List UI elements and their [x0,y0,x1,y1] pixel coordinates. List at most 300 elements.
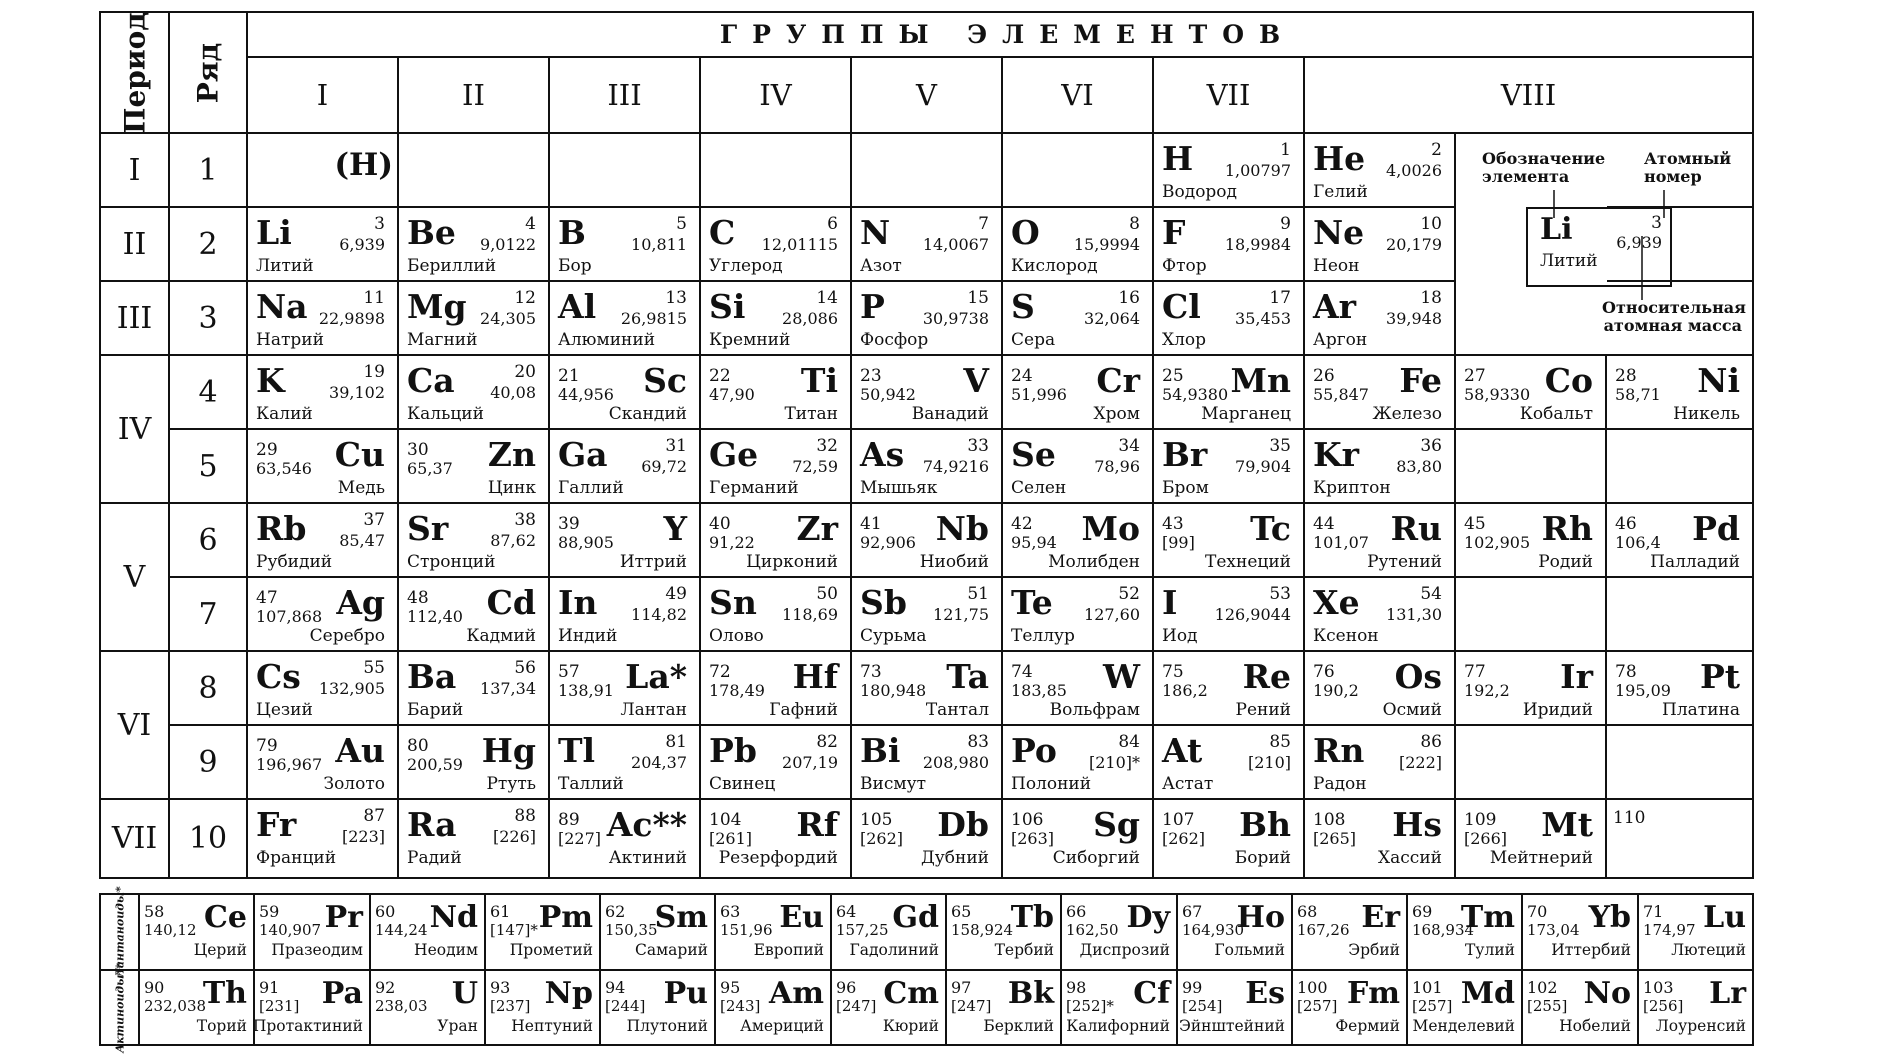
element-pb [701,726,852,800]
atomic-number: 58 [144,902,165,921]
atomic-mass: 127,60 [1084,605,1140,624]
atomic-number: 93 [490,978,511,997]
atomic-mass: 167,26 [1297,921,1350,939]
period-label: V [123,559,146,595]
atomic-number: 81 [665,732,687,752]
element-ga [550,430,701,504]
element-110-cell [1607,800,1754,879]
atomic-number: 106 [1011,810,1044,830]
element-symbol: Cr [1096,361,1140,400]
element-symbol: Rb [256,509,307,548]
element-name: Платина [1662,700,1740,720]
element-symbol: Ho [1236,900,1285,935]
element-name: Самарий [635,941,708,959]
empty-cell [852,134,1003,208]
element-name: Марганец [1201,404,1291,424]
element-te [1003,578,1154,652]
atomic-number: 50 [816,584,838,604]
atomic-mass: 132,905 [318,679,385,698]
element-symbol: Hs [1392,805,1442,844]
atomic-number: 48 [407,588,429,608]
atomic-number: 30 [407,440,429,460]
atomic-mass: [254] [1182,997,1223,1015]
element-symbol: Yb [1588,900,1631,935]
element-u [371,971,486,1046]
period-3 [101,282,170,356]
atomic-number: 4 [525,214,536,234]
atomic-mass: 35,453 [1235,309,1291,328]
element-name: Европий [753,941,824,959]
atomic-number: 17 [1269,288,1291,308]
element-zr [701,504,852,578]
atomic-number: 34 [1118,436,1140,456]
atomic-mass: 79,904 [1235,457,1291,476]
atomic-mass: 180,948 [860,681,927,700]
actinides-label-cell [101,962,140,1053]
element-kr [1305,430,1456,504]
element-symbol: Ac** [606,805,687,844]
empty-cell [1607,282,1754,356]
atomic-number: 36 [1420,436,1442,456]
atomic-mass: 168,934 [1412,921,1475,939]
atomic-mass: 164,930 [1182,921,1245,939]
atomic-number: 101 [1412,978,1443,997]
element-co [1456,356,1607,430]
element-db [852,800,1003,879]
atomic-mass: 85,47 [339,531,385,550]
element-symbol: Ca [407,361,455,400]
atomic-mass: 78,96 [1094,457,1140,476]
element-name: Индий [558,626,618,646]
atomic-mass: [243] [720,997,761,1015]
atomic-number: 6 [827,214,838,234]
element-name: Бериллий [407,256,497,276]
element-name: Титан [784,404,838,424]
atomic-number: 32 [816,436,838,456]
element-name: Празеодим [271,941,363,959]
element-symbol: Xe [1313,583,1360,622]
atomic-mass: [247] [836,997,877,1015]
element-name: Сера [1011,330,1056,350]
atomic-mass: 28,086 [782,309,838,328]
atomic-number: 67 [1182,902,1203,921]
atomic-number: 82 [816,732,838,752]
element-name: Вольфрам [1049,700,1140,720]
element-s [1003,282,1154,356]
element-as [852,430,1003,504]
legend-sample-symbol: Li [1540,212,1573,247]
element-he [1305,134,1456,208]
element-symbol: Sg [1093,805,1140,844]
atomic-mass: 18,9984 [1224,235,1291,254]
atomic-number: 73 [860,662,882,682]
atomic-mass: 55,847 [1313,385,1369,404]
atomic-mass: 190,2 [1313,681,1359,700]
element-symbol: Co [1544,361,1593,400]
empty-cell [1456,726,1607,800]
element-se [1003,430,1154,504]
atomic-mass: [262] [1162,829,1206,848]
element-name: Радон [1313,774,1367,794]
atomic-mass: 208,980 [922,753,989,772]
element-ba [399,652,550,726]
element-rn [1305,726,1456,800]
element-c [701,208,852,282]
group-header-3 [550,58,701,134]
atomic-mass: 50,942 [860,385,916,404]
element-be [399,208,550,282]
atomic-mass: 9,0122 [480,235,536,254]
element-name: Плутоний [626,1017,708,1035]
element-symbol: Fr [256,805,297,844]
atomic-mass: 95,94 [1011,533,1057,552]
atomic-mass: 4,0026 [1386,161,1442,180]
element-ni [1607,356,1754,430]
element-symbol: Ga [558,435,608,474]
element-hs [1305,800,1456,879]
element-symbol: Sr [407,509,449,548]
element-symbol: Bi [860,731,901,770]
element-name: Селен [1011,478,1067,498]
element-ne [1305,208,1456,282]
element-symbol: Eu [779,900,824,935]
atomic-number: 92 [375,978,396,997]
element-tc [1154,504,1305,578]
element-name: Фтор [1162,256,1207,276]
empty-cell [1607,208,1754,282]
atomic-number: 41 [860,514,882,534]
element-name: Резерфордий [718,848,838,868]
atomic-mass: 1,00797 [1224,161,1291,180]
atomic-mass: 65,37 [407,459,453,478]
row-number: 10 [188,821,228,856]
element-name: Радий [407,848,462,868]
atomic-number: 97 [951,978,972,997]
atomic-number: 35 [1269,436,1291,456]
atomic-number: 28 [1615,366,1637,386]
element-symbol: Np [544,976,593,1011]
atomic-mass: [262] [860,829,904,848]
element-ca [399,356,550,430]
element-symbol: Db [937,805,989,844]
element-symbol: Au [335,731,385,770]
atomic-number: 9 [1280,214,1291,234]
element-symbol: In [558,583,598,622]
empty-cell [701,134,852,208]
atomic-number: 59 [259,902,280,921]
element-sr [399,504,550,578]
element-f [1154,208,1305,282]
atomic-number: 43 [1162,514,1184,534]
atomic-mass: [223] [341,827,385,846]
element-sm [601,895,716,971]
row-4 [170,356,248,430]
atomic-mass: 101,07 [1313,533,1369,552]
element-name: Прометий [509,941,593,959]
row-number: 5 [198,448,218,484]
atomic-mass: 92,906 [860,533,916,552]
element-name: Гадолиний [849,941,939,959]
atomic-number: 99 [1182,978,1203,997]
element-name: Торий [196,1017,247,1035]
element-symbol: Th [202,976,247,1011]
atomic-number: 38 [514,510,536,530]
atomic-number: 1 [1280,140,1291,160]
element-symbol: Tc [1250,509,1291,548]
element-k [248,356,399,430]
atomic-number: 91 [259,978,280,997]
atomic-number: 90 [144,978,165,997]
element-symbol: Pu [663,976,708,1011]
atomic-mass: 24,305 [480,309,536,328]
element-cl [1154,282,1305,356]
element-symbol: Tb [1010,900,1054,935]
atomic-mass: 51,996 [1011,385,1067,404]
element-name: Стронций [407,552,496,572]
element-symbol: S [1011,287,1035,326]
element-cr [1003,356,1154,430]
atomic-number: 78 [1615,662,1637,682]
empty-cell [550,134,701,208]
element-symbol: Tl [558,731,596,770]
element-name: Борий [1234,848,1291,868]
group-label: VIII [1500,78,1557,112]
atomic-mass: [261] [709,829,753,848]
atomic-number: 98 [1066,978,1087,997]
group-header-1 [248,58,399,134]
element-name: Цезий [256,700,313,720]
element-yb [1523,895,1639,971]
atomic-mass: [266] [1464,829,1508,848]
element-name: Рений [1235,700,1291,720]
element-na [248,282,399,356]
atomic-number: 56 [514,658,536,678]
atomic-number: 68 [1297,902,1318,921]
atomic-number: 102 [1527,978,1558,997]
atomic-number: 14 [816,288,838,308]
atomic-mass: 39,102 [329,383,385,402]
legend-symbol-caption: Обозначение элемента [1482,149,1606,187]
element-symbol: Ge [709,435,759,474]
element-name: Мышьяк [860,478,938,498]
atomic-number: 104 [709,810,742,830]
hydrogen-placeholder: (H) [334,147,393,183]
atomic-mass: 178,49 [709,681,765,700]
element-name: Кислород [1011,256,1098,276]
atomic-mass: 137,34 [480,679,536,698]
empty-cell [1456,430,1607,504]
atomic-mass: 106,4 [1615,533,1661,552]
element-ac [550,800,701,879]
row-number: 6 [198,522,218,558]
element-name: Кобальт [1519,404,1593,424]
element-h [1154,134,1305,208]
element-al [550,282,701,356]
element-sb [852,578,1003,652]
atomic-number: 105 [860,810,893,830]
row-number: 9 [198,744,218,780]
element-symbol: Te [1011,583,1053,622]
element-symbol: Ne [1313,213,1365,252]
element-symbol: N [860,213,891,252]
element-name: Рубидий [256,552,333,572]
period-label: IV [117,411,152,447]
empty-cell [1607,430,1754,504]
atomic-mass: 140,907 [259,921,322,939]
period-label: I [128,152,141,188]
element-name: Уран [437,1017,478,1035]
group-label: III [607,78,642,112]
atomic-mass: 88,905 [558,533,614,552]
atomic-mass: [255] [1527,997,1568,1015]
period-6 [101,652,170,800]
row-6 [170,504,248,578]
element-symbol: Zr [796,509,838,548]
atomic-mass: [256] [1643,997,1684,1015]
element-gd [832,895,947,971]
atomic-mass: 131,30 [1386,605,1442,624]
element-name: Осмий [1382,700,1442,720]
element-re [1154,652,1305,726]
atomic-mass: [252]* [1066,997,1114,1015]
atomic-number: 45 [1464,514,1486,534]
element-symbol: Es [1245,976,1285,1011]
atomic-number: 29 [256,440,278,460]
atomic-number: 16 [1118,288,1140,308]
element-symbol: Lr [1709,976,1746,1011]
element-xe [1305,578,1456,652]
element-symbol: Cd [486,583,536,622]
element-symbol: Mg [407,287,467,326]
element-nd [371,895,486,971]
groups-title-text: ГРУППЫ ЭЛЕМЕНТОВ [719,20,1296,49]
element-symbol: Ba [407,657,457,696]
element-symbol: U [451,976,478,1011]
element-symbol: Bh [1239,805,1291,844]
element-ge [701,430,852,504]
element-symbol: He [1313,139,1366,178]
element-name: Углерод [709,256,783,276]
element-rb [248,504,399,578]
empty-cell [1607,134,1754,208]
group-header-2 [399,58,550,134]
element-cd [399,578,550,652]
atomic-mass: [222] [1398,753,1442,772]
atomic-number: 26 [1313,366,1335,386]
element-symbol: Si [709,287,746,326]
element-np [486,971,601,1046]
element-name: Медь [337,478,385,498]
element-name: Азот [860,256,902,276]
element-ra [399,800,550,879]
atomic-number: 46 [1615,514,1637,534]
atomic-mass: 196,967 [256,755,323,774]
element-symbol: Nd [429,900,478,935]
element-zn [399,430,550,504]
atomic-mass: 91,22 [709,533,755,552]
element-symbol: B [558,213,586,252]
element-name: Магний [407,330,478,350]
element-symbol: Pd [1692,509,1740,548]
row-number: 2 [198,226,218,262]
element-lr [1639,971,1754,1046]
element-symbol: Hf [792,657,838,696]
element-symbol: W [1102,657,1140,696]
element-name: Астат [1162,774,1214,794]
row-header [170,13,248,134]
element-symbol: Pa [321,976,363,1011]
element-name: Барий [407,700,464,720]
element-name: Молибден [1048,552,1140,572]
atomic-mass: 74,9216 [922,457,989,476]
element-symbol: Br [1162,435,1208,474]
atomic-number: 70 [1527,902,1548,921]
atomic-number: 55 [363,658,385,678]
groups-title [248,13,1754,58]
element-name: Кальций [407,404,484,424]
group-label: VII [1206,78,1251,112]
element-tl [550,726,701,800]
element-symbol: Zn [487,435,536,474]
element-ta [852,652,1003,726]
element-name: Иттрий [619,552,687,572]
atomic-number: 60 [375,902,396,921]
element-name: Хлор [1162,330,1207,350]
element-name: Полоний [1011,774,1092,794]
element-name: Нептуний [511,1017,593,1035]
element-symbol: I [1162,583,1178,622]
element-br [1154,430,1305,504]
element-mo [1003,504,1154,578]
element-ru [1305,504,1456,578]
element-symbol: Er [1361,900,1400,935]
element-mt [1456,800,1607,879]
element-name: Кремний [709,330,791,350]
atomic-mass: [257] [1412,997,1453,1015]
atomic-number: 44 [1313,514,1335,534]
element-er [1293,895,1408,971]
element-symbol: Se [1011,435,1056,474]
atomic-number: 57 [558,662,580,682]
atomic-number: 75 [1162,662,1184,682]
element-symbol: P [860,287,885,326]
element-symbol: Tm [1460,900,1515,935]
atomic-mass: 112,40 [407,607,463,626]
element-name: Тулий [1465,941,1515,959]
element-name: Калий [256,404,313,424]
atomic-mass: 114,82 [631,605,687,624]
atomic-number: 61 [490,902,511,921]
atomic-number: 37 [363,510,385,530]
element-name: Аргон [1313,330,1368,350]
element-name: Эрбий [1348,941,1400,959]
group-label: V [916,78,937,112]
element-name: Золото [323,774,385,794]
element-symbol: Pt [1699,657,1740,696]
element-name: Алюминий [558,330,656,350]
element-tm [1408,895,1523,971]
element-name: Иод [1162,626,1198,646]
element-symbol: Ir [1560,657,1593,696]
row-label: Ряд [191,42,225,103]
atomic-number: 96 [836,978,857,997]
element-symbol: Ag [336,583,385,622]
element-la [550,652,701,726]
periodic-table [99,11,1754,879]
element-symbol: Cs [256,657,301,696]
atomic-number: 88 [514,806,536,826]
atomic-number: 107 [1162,810,1195,830]
